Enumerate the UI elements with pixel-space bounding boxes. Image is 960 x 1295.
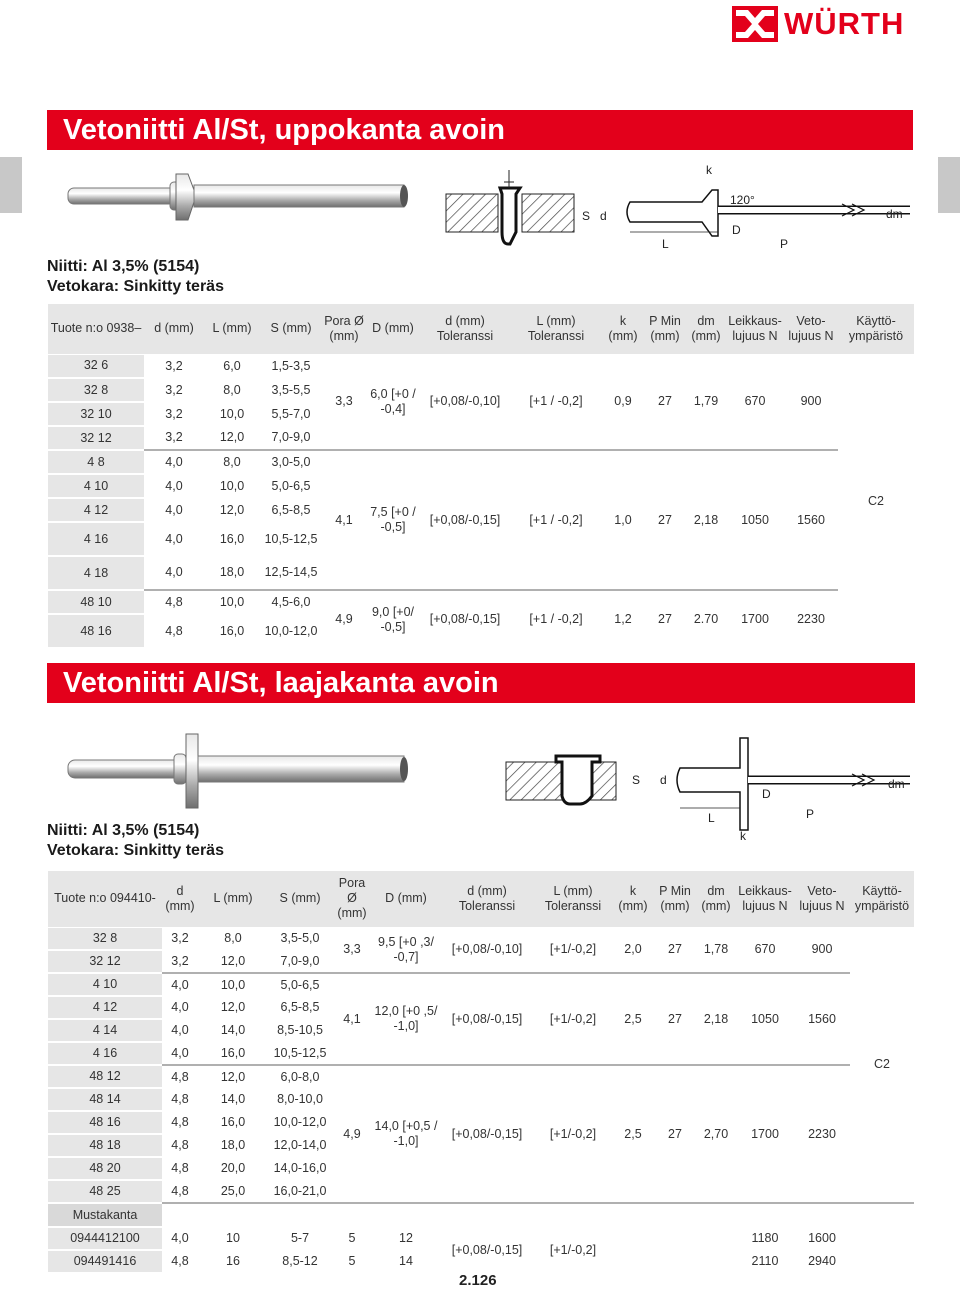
cell-k bbox=[612, 1250, 654, 1273]
table-header-row bbox=[48, 871, 914, 927]
table-row bbox=[48, 590, 914, 614]
cell-S: 12,0-14,0 bbox=[273, 1138, 327, 1152]
cell-env bbox=[850, 1250, 914, 1273]
cell-S: 7,0-9,0 bbox=[271, 430, 311, 444]
cell-L-tol: [+1/-0,2] bbox=[534, 1065, 612, 1203]
cell-L-tol: [+1 / -0,2] bbox=[510, 450, 602, 590]
cell-dm bbox=[696, 1250, 736, 1273]
cell-d-tol: [+0,08/-0,10] bbox=[429, 394, 501, 409]
dim-k-label: k bbox=[740, 829, 746, 840]
cell-L: 16 bbox=[226, 1254, 240, 1268]
cell-S: 10,5-12,5 bbox=[273, 1045, 327, 1060]
wurth-logo bbox=[730, 4, 920, 46]
cell-dm: 2,18 bbox=[696, 973, 736, 1065]
cell-tensile: 1600 bbox=[808, 1231, 836, 1245]
cell-drill: 4,1 bbox=[332, 973, 372, 1065]
cell-shear: 1050 bbox=[736, 973, 794, 1065]
cell-L: 12,0 bbox=[220, 953, 246, 968]
cell-L: 25,0 bbox=[220, 1183, 246, 1198]
dim-dm-label: dm bbox=[886, 207, 903, 221]
cell-L: 12,0 bbox=[219, 430, 245, 444]
col-dm: dm (mm) bbox=[686, 304, 726, 354]
article-no: 4 14 bbox=[48, 1019, 162, 1042]
article-no: 4 16 bbox=[48, 1042, 162, 1065]
cell-tensile: 1560 bbox=[784, 450, 838, 590]
cell-d-tol: [+0,08/-0,15] bbox=[420, 450, 510, 590]
cell-L-tol: [+1/-0,2] bbox=[549, 942, 597, 957]
cell-drill: 4,9 bbox=[332, 1065, 372, 1203]
cell-S: 14,0-16,0 bbox=[273, 1161, 327, 1175]
cell-L-tol: [+1/-0,2] bbox=[534, 973, 612, 1065]
cell-L: 14,0 bbox=[220, 1092, 246, 1106]
cell-d: 4,0 bbox=[171, 1023, 189, 1037]
cell-S: 3,5-5,5 bbox=[271, 382, 311, 397]
cell-S: 8,5-10,5 bbox=[277, 1023, 323, 1037]
cell-S: 1,5-3,5 bbox=[271, 358, 311, 373]
article-no: 48 16 bbox=[48, 614, 144, 648]
cell-L: 16,0 bbox=[220, 1115, 246, 1129]
dim-k-label: k bbox=[706, 163, 712, 177]
dim-D-label: D bbox=[732, 223, 741, 237]
cell-d-tol: [+0,08/-0,10] bbox=[451, 942, 523, 957]
cell-L: 20,0 bbox=[220, 1161, 246, 1175]
cell-D: 6,0 [+0 / -0,4] bbox=[370, 386, 416, 416]
cell-S: 8,0-10,0 bbox=[277, 1092, 323, 1106]
cell-S: 16,0-21,0 bbox=[273, 1183, 327, 1198]
rivet-material: Niitti: Al 3,5% (5154) bbox=[47, 822, 200, 839]
cell-L: 8,0 bbox=[204, 450, 260, 474]
article-no: 32 12 bbox=[48, 426, 144, 450]
dim-angle-label: 120° bbox=[730, 193, 755, 207]
table-row bbox=[48, 927, 914, 950]
col-article: Tuote n:o 0938– bbox=[48, 304, 144, 354]
cell-L: 8,0 bbox=[224, 931, 242, 946]
col-S: S (mm) bbox=[268, 871, 332, 927]
cell-dm: 2,70 bbox=[696, 1065, 736, 1203]
cell-d: 4,8 bbox=[171, 1115, 189, 1129]
article-no: 48 14 bbox=[48, 1088, 162, 1111]
cell-k: 2,5 bbox=[612, 1065, 654, 1203]
section1-material bbox=[47, 257, 224, 297]
col-k: k (mm) bbox=[612, 871, 654, 927]
cell-S: 3,0-5,0 bbox=[260, 450, 322, 474]
cell-p-min: 27 bbox=[644, 590, 686, 648]
cell-D: 7,5 [+0 / -0,5] bbox=[366, 450, 420, 590]
table-row bbox=[48, 1227, 914, 1250]
page-number: 2.126 bbox=[459, 1272, 497, 1289]
cell-shear: 1050 bbox=[726, 450, 784, 590]
cell-d: 4,0 bbox=[165, 531, 183, 546]
cell-d: 4,0 bbox=[165, 478, 183, 493]
section1-title: Vetoniitti Al/St, uppokanta avoin bbox=[47, 110, 913, 150]
cell-dm: 2.70 bbox=[686, 590, 726, 648]
table-header-row bbox=[48, 304, 914, 354]
cell-env bbox=[850, 1227, 914, 1250]
cell-d: 4,0 bbox=[162, 973, 198, 996]
cell-D: 14,0 [+0,5 / -1,0] bbox=[372, 1065, 440, 1203]
cell-p-min: 27 bbox=[654, 973, 696, 1065]
cell-L: 10,0 bbox=[198, 973, 268, 996]
black-head-header-row bbox=[48, 1203, 914, 1227]
mandrel-material: Vetokara: Sinkitty teräs bbox=[47, 278, 224, 295]
article-no: 4 12 bbox=[48, 498, 144, 522]
cell-L: 16,0 bbox=[219, 531, 245, 546]
cell-p-min: 27 bbox=[658, 394, 672, 409]
cell-L: 10,0 bbox=[219, 478, 245, 493]
cell-d: 4,0 bbox=[144, 450, 204, 474]
col-shear: Leikkaus-lujuus N bbox=[726, 304, 784, 354]
cell-D: 12,0 [+0 ,5/ -1,0] bbox=[372, 973, 440, 1065]
cell-k bbox=[612, 1227, 654, 1250]
cell-S: 5-7 bbox=[290, 1231, 310, 1245]
cell-p-min: 27 bbox=[644, 450, 686, 590]
col-shear: Leikkaus-lujuus N bbox=[736, 871, 794, 927]
cell-drill: 4,9 bbox=[322, 590, 366, 648]
article-no: 32 6 bbox=[48, 354, 144, 378]
cell-d: 4,8 bbox=[171, 1183, 189, 1198]
dim-dm-label: dm bbox=[888, 777, 905, 791]
technical-drawing-countersunk bbox=[440, 160, 920, 260]
cell-S: 7,0-9,0 bbox=[280, 953, 320, 968]
cell-S: 6,5-8,5 bbox=[271, 502, 311, 517]
col-env: Käyttö-ympäristö bbox=[838, 304, 914, 354]
article-no: 48 20 bbox=[48, 1157, 162, 1180]
col-D: D (mm) bbox=[366, 304, 420, 354]
article-no: 48 18 bbox=[48, 1134, 162, 1157]
cell-L: 6,0 bbox=[223, 358, 241, 373]
cell-shear: 670 bbox=[744, 394, 766, 409]
col-d-tol: d (mm) Toleranssi bbox=[440, 871, 534, 927]
col-article: Tuote n:o 094410- bbox=[48, 871, 162, 927]
cell-k: 2,0 bbox=[624, 942, 642, 957]
cell-S: 3,5-5,0 bbox=[280, 931, 320, 946]
dim-D-label: D bbox=[762, 787, 771, 801]
cell-shear: 670 bbox=[754, 942, 776, 957]
article-no: 32 8 bbox=[48, 927, 162, 950]
black-head-spacer bbox=[162, 1203, 914, 1227]
article-no: 4 10 bbox=[48, 474, 144, 498]
cell-k: 2,5 bbox=[612, 973, 654, 1065]
cell-shear: 2110 bbox=[751, 1254, 779, 1268]
cell-d: 4,0 bbox=[171, 1000, 189, 1014]
cell-d: 4,8 bbox=[171, 1092, 189, 1106]
article-no: 4 18 bbox=[48, 556, 144, 590]
rivet-photo-countersunk bbox=[58, 168, 418, 228]
cell-env: C2 bbox=[868, 493, 884, 508]
cell-p-min: 27 bbox=[654, 1065, 696, 1203]
section2-spec-table bbox=[48, 871, 914, 1274]
cell-d: 3,2 bbox=[165, 406, 183, 421]
side-tab-right bbox=[938, 157, 960, 213]
cell-L: 12,0 bbox=[198, 1065, 268, 1088]
cell-d: 3,2 bbox=[165, 382, 183, 397]
cell-L: 16,0 bbox=[219, 623, 245, 638]
col-k: k (mm) bbox=[602, 304, 644, 354]
col-d-tol: d (mm) Toleranssi bbox=[420, 304, 510, 354]
col-p-min: P Min (mm) bbox=[644, 304, 686, 354]
cell-k: 1,0 bbox=[602, 450, 644, 590]
cell-L: 18,0 bbox=[219, 565, 245, 579]
col-D: D (mm) bbox=[372, 871, 440, 927]
cell-D: 12 bbox=[399, 1231, 413, 1245]
table-row bbox=[48, 354, 914, 378]
col-L-tol: L (mm) Toleranssi bbox=[534, 871, 612, 927]
section2-title: Vetoniitti Al/St, laajakanta avoin bbox=[47, 663, 915, 703]
dim-S-label: S bbox=[582, 209, 591, 223]
col-d: d (mm) bbox=[162, 871, 198, 927]
cell-d-tol: [+0,08/-0,15] bbox=[420, 590, 510, 648]
col-L-tol: L (mm) Toleranssi bbox=[510, 304, 602, 354]
article-no: 48 12 bbox=[48, 1065, 162, 1088]
cell-tensile: 900 bbox=[811, 942, 833, 957]
cell-D: 9,0 [+0/ -0,5] bbox=[366, 590, 420, 648]
cell-p-min: 27 bbox=[668, 942, 682, 957]
cell-drill: 5 bbox=[348, 1231, 356, 1245]
rivet-photo-large-flange bbox=[58, 732, 418, 812]
article-no: 48 25 bbox=[48, 1180, 162, 1203]
cell-L: 12,0 bbox=[219, 502, 245, 517]
cell-L-tol: [+1 / -0,2] bbox=[510, 590, 602, 648]
table-row bbox=[48, 450, 914, 474]
cell-p-min bbox=[654, 1227, 696, 1250]
col-drill: Pora Ø (mm) bbox=[332, 871, 372, 927]
col-d: d (mm) bbox=[144, 304, 204, 354]
cell-d: 4,8 bbox=[162, 1065, 198, 1088]
article-no: 4 16 bbox=[48, 522, 144, 556]
cell-S: 5,0-6,5 bbox=[271, 478, 311, 493]
cell-drill: 4,1 bbox=[322, 450, 366, 590]
mandrel-material: Vetokara: Sinkitty teräs bbox=[47, 842, 224, 859]
cell-d: 4,0 bbox=[165, 565, 183, 579]
cell-S: 10,0-12,0 bbox=[264, 623, 318, 638]
article-no: 4 8 bbox=[48, 450, 144, 474]
cell-shear: 1700 bbox=[736, 1065, 794, 1203]
cell-tensile: 2230 bbox=[794, 1065, 850, 1203]
dim-L-label: L bbox=[662, 237, 669, 251]
cell-tensile: 2940 bbox=[808, 1254, 836, 1268]
col-S: S (mm) bbox=[260, 304, 322, 354]
article-no: 32 8 bbox=[48, 378, 144, 402]
cell-d: 3,2 bbox=[165, 358, 183, 373]
article-no: 32 10 bbox=[48, 402, 144, 426]
cell-L: 10,0 bbox=[219, 406, 245, 421]
cell-k: 0,9 bbox=[614, 394, 632, 409]
article-no: 32 12 bbox=[48, 950, 162, 973]
cell-S: 4,5-6,0 bbox=[260, 590, 322, 614]
article-no: 48 10 bbox=[48, 590, 144, 614]
cell-dm bbox=[696, 1227, 736, 1250]
col-env: Käyttö-ympäristö bbox=[850, 871, 914, 927]
cell-d: 4,8 bbox=[165, 623, 183, 638]
table-row bbox=[48, 973, 914, 996]
cell-d: 4,8 bbox=[144, 590, 204, 614]
cell-d: 4,0 bbox=[165, 502, 183, 517]
cell-tensile: 900 bbox=[800, 394, 822, 409]
cell-D: 14 bbox=[399, 1254, 413, 1268]
dim-P-label: P bbox=[780, 237, 789, 251]
cell-S: 10,5-12,5 bbox=[264, 531, 318, 546]
dim-d-label: d bbox=[660, 773, 667, 787]
cell-drill: 3,3 bbox=[343, 942, 361, 957]
rivet-material: Niitti: Al 3,5% (5154) bbox=[47, 258, 200, 275]
cell-L: 14,0 bbox=[220, 1023, 246, 1037]
black-head-label: Mustakanta bbox=[48, 1203, 162, 1227]
article-no: 48 16 bbox=[48, 1111, 162, 1134]
col-L: L (mm) bbox=[198, 871, 268, 927]
cell-D: 9,5 [+0 ,3/ -0,7] bbox=[378, 934, 434, 964]
cell-S: 5,5-7,0 bbox=[271, 406, 311, 421]
cell-d: 4,8 bbox=[171, 1254, 189, 1268]
cell-d: 4,0 bbox=[171, 1231, 189, 1245]
cell-S: 10,0-12,0 bbox=[273, 1115, 327, 1129]
brand-name: WÜRTH bbox=[784, 6, 905, 41]
cell-d: 4,0 bbox=[171, 1045, 189, 1060]
cell-d-tol: [+0,08/-0,15] bbox=[440, 1065, 534, 1203]
col-dm: dm (mm) bbox=[696, 871, 736, 927]
cell-S: 6,0-8,0 bbox=[268, 1065, 332, 1088]
cell-S: 8,5-12 bbox=[282, 1254, 318, 1268]
cell-L-tol: [+1 / -0,2] bbox=[529, 394, 583, 409]
cell-S: 6,5-8,5 bbox=[280, 1000, 320, 1014]
cell-d-tol: [+0,08/-0,15] bbox=[440, 973, 534, 1065]
cell-L: 10,0 bbox=[204, 590, 260, 614]
cell-d: 4,8 bbox=[171, 1138, 189, 1152]
cell-S: 12,5-14,5 bbox=[264, 565, 318, 579]
article-no: 094491416 bbox=[48, 1250, 162, 1273]
cell-S: 5,0-6,5 bbox=[268, 973, 332, 996]
article-no: 4 12 bbox=[48, 996, 162, 1019]
cell-drill: 5 bbox=[348, 1254, 356, 1268]
col-tensile: Veto-lujuus N bbox=[784, 304, 838, 354]
dim-L-label: L bbox=[708, 811, 715, 825]
cell-tensile: 1560 bbox=[794, 973, 850, 1065]
cell-L: 8,0 bbox=[223, 382, 241, 397]
col-L: L (mm) bbox=[204, 304, 260, 354]
cell-d: 3,2 bbox=[165, 430, 183, 444]
cell-dm: 1,79 bbox=[693, 394, 719, 409]
dim-P-label: P bbox=[806, 807, 815, 821]
table-row bbox=[48, 1065, 914, 1088]
section2-material bbox=[47, 821, 224, 861]
col-drill: Pora Ø (mm) bbox=[322, 304, 366, 354]
article-no: 4 10 bbox=[48, 973, 162, 996]
cell-L-tol: [+1/-0,2] bbox=[549, 1242, 597, 1257]
article-no: 0944412100 bbox=[48, 1227, 162, 1250]
side-tab-left bbox=[0, 157, 22, 213]
cell-dm: 1,78 bbox=[703, 942, 729, 957]
cell-p-min bbox=[654, 1250, 696, 1273]
cell-d: 4,8 bbox=[171, 1161, 189, 1175]
section1-spec-table bbox=[48, 304, 914, 649]
cell-env: C2 bbox=[874, 1057, 890, 1072]
cell-shear: 1180 bbox=[751, 1231, 779, 1245]
cell-L: 18,0 bbox=[220, 1138, 246, 1152]
cell-L: 12,0 bbox=[220, 1000, 246, 1014]
cell-dm: 2,18 bbox=[686, 450, 726, 590]
cell-tensile: 2230 bbox=[784, 590, 838, 648]
cell-L: 16,0 bbox=[220, 1045, 246, 1060]
cell-drill: 3,3 bbox=[335, 394, 353, 409]
cell-d: 3,2 bbox=[171, 953, 189, 968]
cell-k: 1,2 bbox=[602, 590, 644, 648]
cell-d: 3,2 bbox=[171, 931, 189, 946]
dim-S-label: S bbox=[632, 773, 641, 787]
cell-L: 10 bbox=[226, 1231, 240, 1245]
cell-shear: 1700 bbox=[726, 590, 784, 648]
dim-d-label: d bbox=[600, 209, 607, 223]
col-tensile: Veto-lujuus N bbox=[794, 871, 850, 927]
col-p-min: P Min (mm) bbox=[654, 871, 696, 927]
technical-drawing-large-flange bbox=[500, 730, 920, 840]
cell-d-tol: [+0,08/-0,15] bbox=[451, 1242, 523, 1257]
